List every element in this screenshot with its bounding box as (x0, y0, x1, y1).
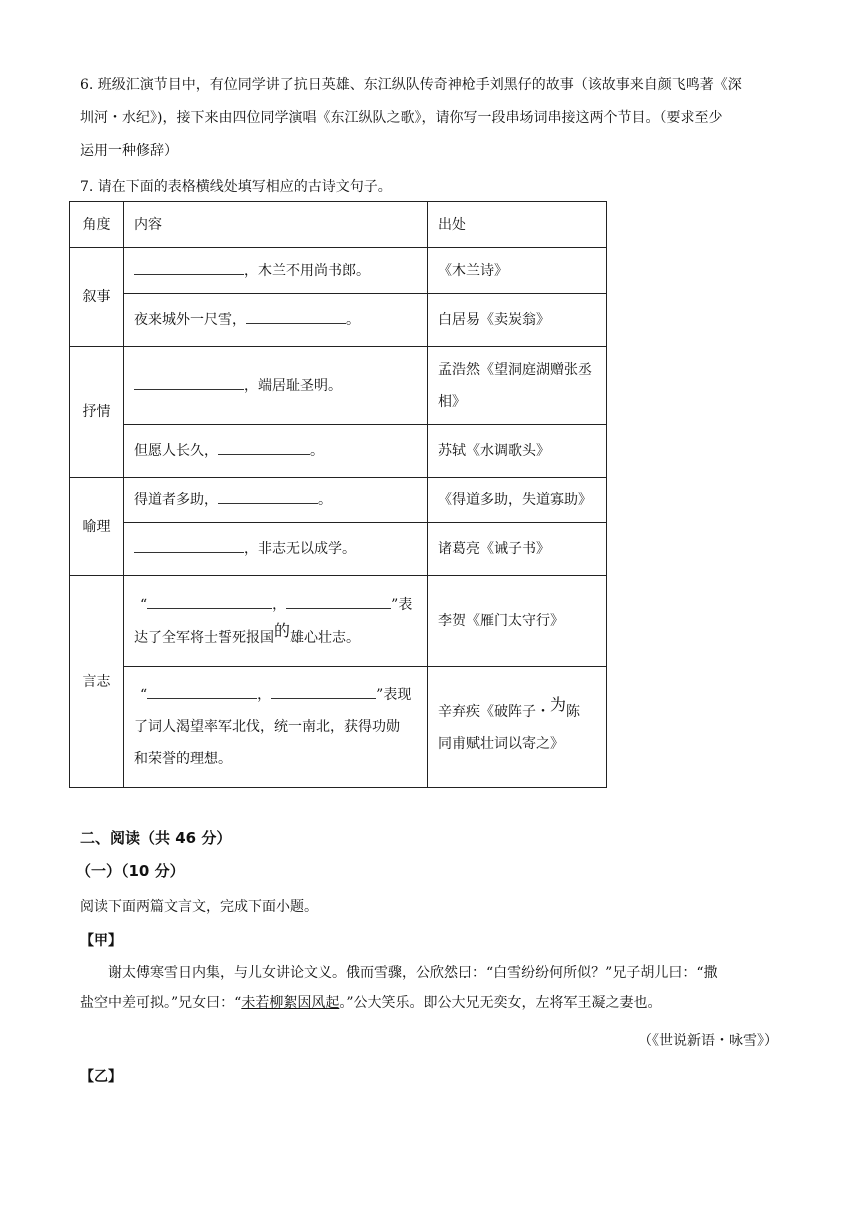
answer-blank[interactable] (218, 438, 310, 455)
table-row (70, 478, 607, 523)
angle-reason: 喻理 (70, 478, 124, 576)
angle-narrative: 叙事 (70, 248, 124, 347)
table-row (70, 347, 607, 425)
answer-blank[interactable] (218, 487, 318, 504)
header-source: 出处 (428, 202, 607, 248)
answer-blank[interactable] (134, 258, 244, 275)
header-angle: 角度 (70, 202, 124, 248)
answer-blank[interactable] (134, 373, 244, 390)
source-cell: 李贺《雁门太守行》 (428, 576, 607, 667)
answer-blank[interactable] (286, 592, 391, 609)
label-jia: 【甲】 (80, 933, 122, 949)
q6-line-2: 圳河・水纪》)，接下来由四位同学演唱《东江纵队之歌》，请你写一段串场词串接这两个节目。（要求至少 (80, 110, 723, 126)
source-cell: 诸葛亮《诫子书》 (428, 523, 607, 576)
classical-passage-jia: 谢太傅寒雪日内集，与儿女讲论文义。俄而雪骤，公欣然曰：“白雪纷纷何所似？”兄子胡儿曰：“撒 盐空中差可拟。”兄女曰：“未若柳絮因风起。”公大笑乐。即公大兄无奕女，左将军王凝之妻也。 (80, 965, 718, 1011)
content-cell: ，木兰不用尚书郎。 (124, 248, 428, 294)
answer-blank[interactable] (147, 682, 257, 699)
passage-source: （《世说新语・咏雪》） (638, 1033, 778, 1049)
q6-line-3: 运用一种修辞） (80, 143, 178, 159)
q7-prompt: 7. 请在下面的表格横线处填写相应的古诗文句子。 (80, 179, 392, 195)
table-row (70, 667, 607, 788)
source-cell: 辛弃疾《破阵子・为陈 同甫赋壮词以寄之》 (428, 667, 607, 788)
source-cell: 《木兰诗》 (428, 248, 607, 294)
content-cell: ，非志无以成学。 (124, 523, 428, 576)
content-cell: ，端居耻圣明。 (124, 347, 428, 425)
table-row (70, 576, 607, 667)
subsection-title: （一）（10 分） (76, 862, 185, 880)
angle-lyric: 抒情 (70, 347, 124, 478)
content-cell: “ ， ”表现 了词人渴望率军北伐，统一南北，获得功勋 和荣誉的理想。 (124, 667, 428, 788)
emphasis-char: 欣 (430, 965, 444, 981)
table-row (70, 425, 607, 478)
table-row (70, 523, 607, 576)
answer-blank[interactable] (246, 307, 346, 324)
content-cell: 夜来城外一尺雪， 。 (124, 294, 428, 347)
content-cell: “ ， ”表 达了全军将士誓死报国的雄心壮志。 (124, 576, 428, 667)
poem-table (69, 201, 607, 788)
content-cell: 但愿人长久， 。 (124, 425, 428, 478)
content-cell: 得道者多助， 。 (124, 478, 428, 523)
emphasis-char: 然 (444, 965, 458, 981)
source-cell: 孟浩然《望洞庭湖赠张丞 相》 (428, 347, 607, 425)
table-header-row (70, 202, 607, 248)
reading-instruction: 阅读下面两篇文言文，完成下面小题。 (80, 899, 318, 915)
answer-blank[interactable] (147, 592, 272, 609)
answer-blank[interactable] (134, 536, 244, 553)
angle-ambition: 言志 (70, 576, 124, 788)
table-row (70, 294, 607, 347)
header-content: 内容 (124, 202, 428, 248)
answer-blank[interactable] (271, 682, 376, 699)
section-title: 二、阅读（共 46 分） (80, 829, 232, 847)
label-yi: 【乙】 (80, 1069, 122, 1085)
source-cell: 《得道多助，失道寡助》 (428, 478, 607, 523)
source-cell: 苏轼《水调歌头》 (428, 425, 607, 478)
table-row (70, 248, 607, 294)
source-cell: 白居易《卖炭翁》 (428, 294, 607, 347)
emphasis-char: 差 (122, 995, 136, 1011)
q6-line-1: 6. 班级汇演节目中，有位同学讲了抗日英雄、东江纵队传奇神枪手刘黑仔的故事（该故事来自颜飞鸣著《深 (80, 77, 742, 93)
underlined-sentence: 未若柳絮因风起 (241, 995, 340, 1011)
